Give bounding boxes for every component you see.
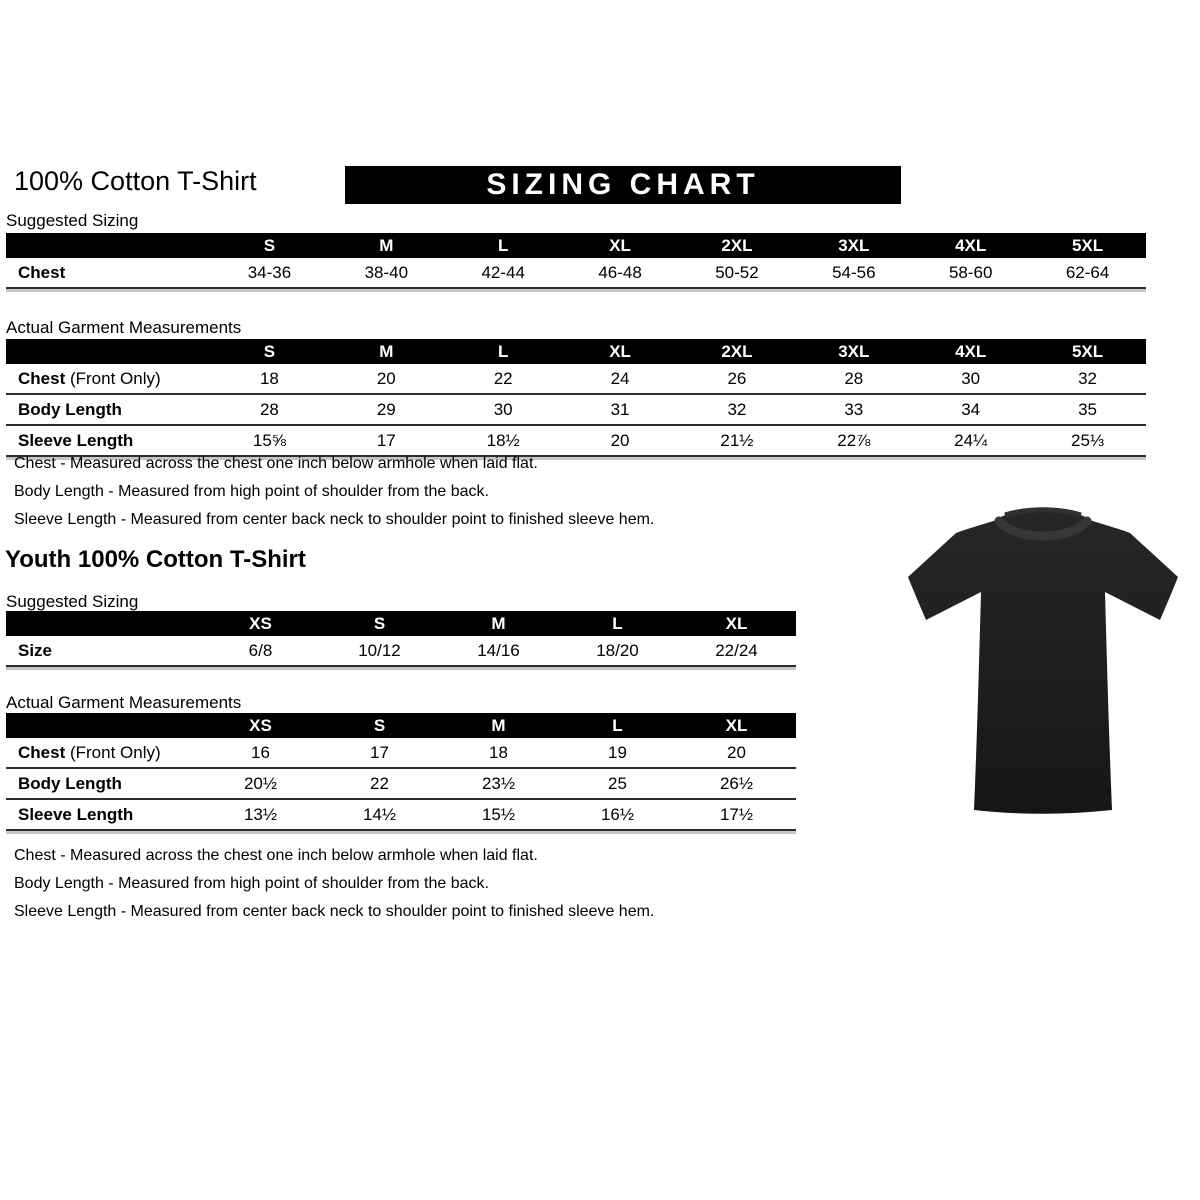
row-label: Chest xyxy=(18,262,66,282)
table-cell: 23½ xyxy=(481,773,516,793)
row-label: Body Length xyxy=(18,773,122,793)
table-cell: 26 xyxy=(727,368,747,388)
column-header: S xyxy=(373,613,386,633)
table-cell: 28 xyxy=(259,399,279,419)
table-cell: 24 xyxy=(610,368,630,388)
table-cell: 20 xyxy=(610,430,630,450)
table-cell: 22⅞ xyxy=(837,430,871,450)
table-cell: 16 xyxy=(251,742,270,762)
column-header: XL xyxy=(725,613,748,633)
adult-actual-measurements-table xyxy=(6,339,1146,457)
page-title: 100% Cotton T-Shirt xyxy=(14,166,257,196)
tshirt-image xyxy=(893,478,1193,828)
table-cell: 18/20 xyxy=(596,640,639,660)
table-cell: 34-36 xyxy=(247,262,292,282)
column-header: L xyxy=(497,235,509,255)
table-cell: 15½ xyxy=(481,804,516,824)
table-cell: 20 xyxy=(727,742,746,762)
column-header: 5XL xyxy=(1071,341,1104,361)
table-cell: 21½ xyxy=(720,430,754,450)
table-cell: 25 xyxy=(608,773,627,793)
table-row xyxy=(6,364,1146,395)
table-cell: 30 xyxy=(493,399,513,419)
column-header: XL xyxy=(725,715,748,735)
column-header: 3XL xyxy=(838,341,870,361)
column-header: M xyxy=(379,235,394,255)
youth-suggested-sizing-label: Suggested Sizing xyxy=(6,592,139,611)
table-cell: 13½ xyxy=(243,804,278,824)
table-cell: 18 xyxy=(259,368,279,388)
note-line: Sleeve Length - Measured from center back neck to shoulder point to finished sleeve hem. xyxy=(14,903,655,920)
adult-suggested-sizing-label: Suggested Sizing xyxy=(6,211,139,230)
adult-suggested-sizing-table xyxy=(6,233,1146,289)
column-header: 2XL xyxy=(721,341,753,361)
row-label: Sleeve Length xyxy=(18,430,134,450)
table-cell: 14½ xyxy=(362,804,397,824)
column-header: XL xyxy=(609,235,631,255)
column-header: M xyxy=(379,341,394,361)
note-line: Chest - Measured across the chest one inch below armhole when laid flat. xyxy=(14,847,538,864)
table-cell: 32 xyxy=(727,399,747,419)
table-cell: 31 xyxy=(610,399,630,419)
column-header: XL xyxy=(609,341,631,361)
table-row xyxy=(6,738,796,769)
column-header: 5XL xyxy=(1071,235,1104,255)
column-header: L xyxy=(612,613,623,633)
table-cell: 19 xyxy=(608,742,627,762)
adult-actual-measurements-label: Actual Garment Measurements xyxy=(6,318,242,337)
table-cell: 6/8 xyxy=(248,640,273,660)
table-cell: 15⅝ xyxy=(252,430,286,450)
table-cell: 28 xyxy=(844,368,864,388)
row-label: Chest (Front Only) xyxy=(18,368,161,388)
table-header xyxy=(6,233,1146,258)
youth-measurement-notes xyxy=(14,842,654,926)
table-cell: 38-40 xyxy=(364,262,409,282)
table-cell: 18½ xyxy=(486,430,520,450)
note-line: Body Length - Measured from high point of shoulder from the back. xyxy=(14,483,489,500)
table-cell: 17 xyxy=(370,742,389,762)
column-header: L xyxy=(497,341,509,361)
table-cell: 26½ xyxy=(719,773,754,793)
table-header xyxy=(6,713,796,738)
table-cell: 17½ xyxy=(719,804,754,824)
table-cell: 20½ xyxy=(243,773,278,793)
youth-actual-measurements-table xyxy=(6,713,796,831)
column-header: 3XL xyxy=(838,235,870,255)
table-cell: 10/12 xyxy=(358,640,401,660)
table-cell: 29 xyxy=(376,399,396,419)
table-cell: 24¼ xyxy=(954,430,988,450)
table-cell: 14/16 xyxy=(477,640,520,660)
table-cell: 33 xyxy=(844,399,864,419)
table-cell: 62-64 xyxy=(1065,262,1110,282)
table-cell: 30 xyxy=(961,368,981,388)
table-row xyxy=(6,636,796,667)
table-cell: 54-56 xyxy=(832,262,876,282)
column-header: 4XL xyxy=(955,235,987,255)
table-cell: 22/24 xyxy=(715,640,758,660)
column-header: S xyxy=(373,715,386,735)
row-label: Chest (Front Only) xyxy=(18,742,161,762)
table-cell: 32 xyxy=(1078,368,1098,388)
row-label: Sleeve Length xyxy=(18,804,134,824)
table-cell: 22 xyxy=(493,368,513,388)
table-cell: 18 xyxy=(489,742,508,762)
column-header: L xyxy=(612,715,623,735)
note-line: Body Length - Measured from high point of shoulder from the back. xyxy=(14,875,489,892)
row-label: Body Length xyxy=(18,399,122,419)
table-row xyxy=(6,769,796,800)
youth-suggested-sizing-table xyxy=(6,611,796,667)
row-label: Size xyxy=(18,640,53,660)
note-line: Sleeve Length - Measured from center back neck to shoulder point to finished sleeve hem. xyxy=(14,511,655,528)
table-row xyxy=(6,258,1146,289)
youth-actual-measurements-label: Actual Garment Measurements xyxy=(6,693,242,712)
adult-measurement-notes xyxy=(14,450,654,534)
note-line: Chest - Measured across the chest one inch below armhole when laid flat. xyxy=(14,455,538,472)
column-header: XS xyxy=(249,613,272,633)
sizing-chart-banner: SIZING CHART xyxy=(345,166,901,204)
table-header xyxy=(6,339,1146,364)
table-cell: 16½ xyxy=(600,804,635,824)
column-header: M xyxy=(491,613,506,633)
table-cell: 17 xyxy=(376,430,396,450)
table-cell: 35 xyxy=(1078,399,1098,419)
table-cell: 34 xyxy=(961,399,981,419)
table-cell: 25⅓ xyxy=(1071,430,1105,450)
table-cell: 50-52 xyxy=(715,262,759,282)
column-header: S xyxy=(263,341,276,361)
youth-title: Youth 100% Cotton T-Shirt xyxy=(5,546,306,573)
column-header: 2XL xyxy=(721,235,753,255)
black-tshirt-photo xyxy=(893,478,1193,828)
table-cell: 46-48 xyxy=(598,262,642,282)
table-row xyxy=(6,800,796,831)
table-row xyxy=(6,395,1146,426)
table-cell: 58-60 xyxy=(948,262,993,282)
table-cell: 42-44 xyxy=(481,262,525,282)
table-header xyxy=(6,611,796,636)
column-header: S xyxy=(263,235,276,255)
column-header: M xyxy=(491,715,506,735)
table-cell: 20 xyxy=(376,368,396,388)
table-cell: 22 xyxy=(370,773,389,793)
column-header: 4XL xyxy=(955,341,987,361)
column-header: XS xyxy=(249,715,272,735)
